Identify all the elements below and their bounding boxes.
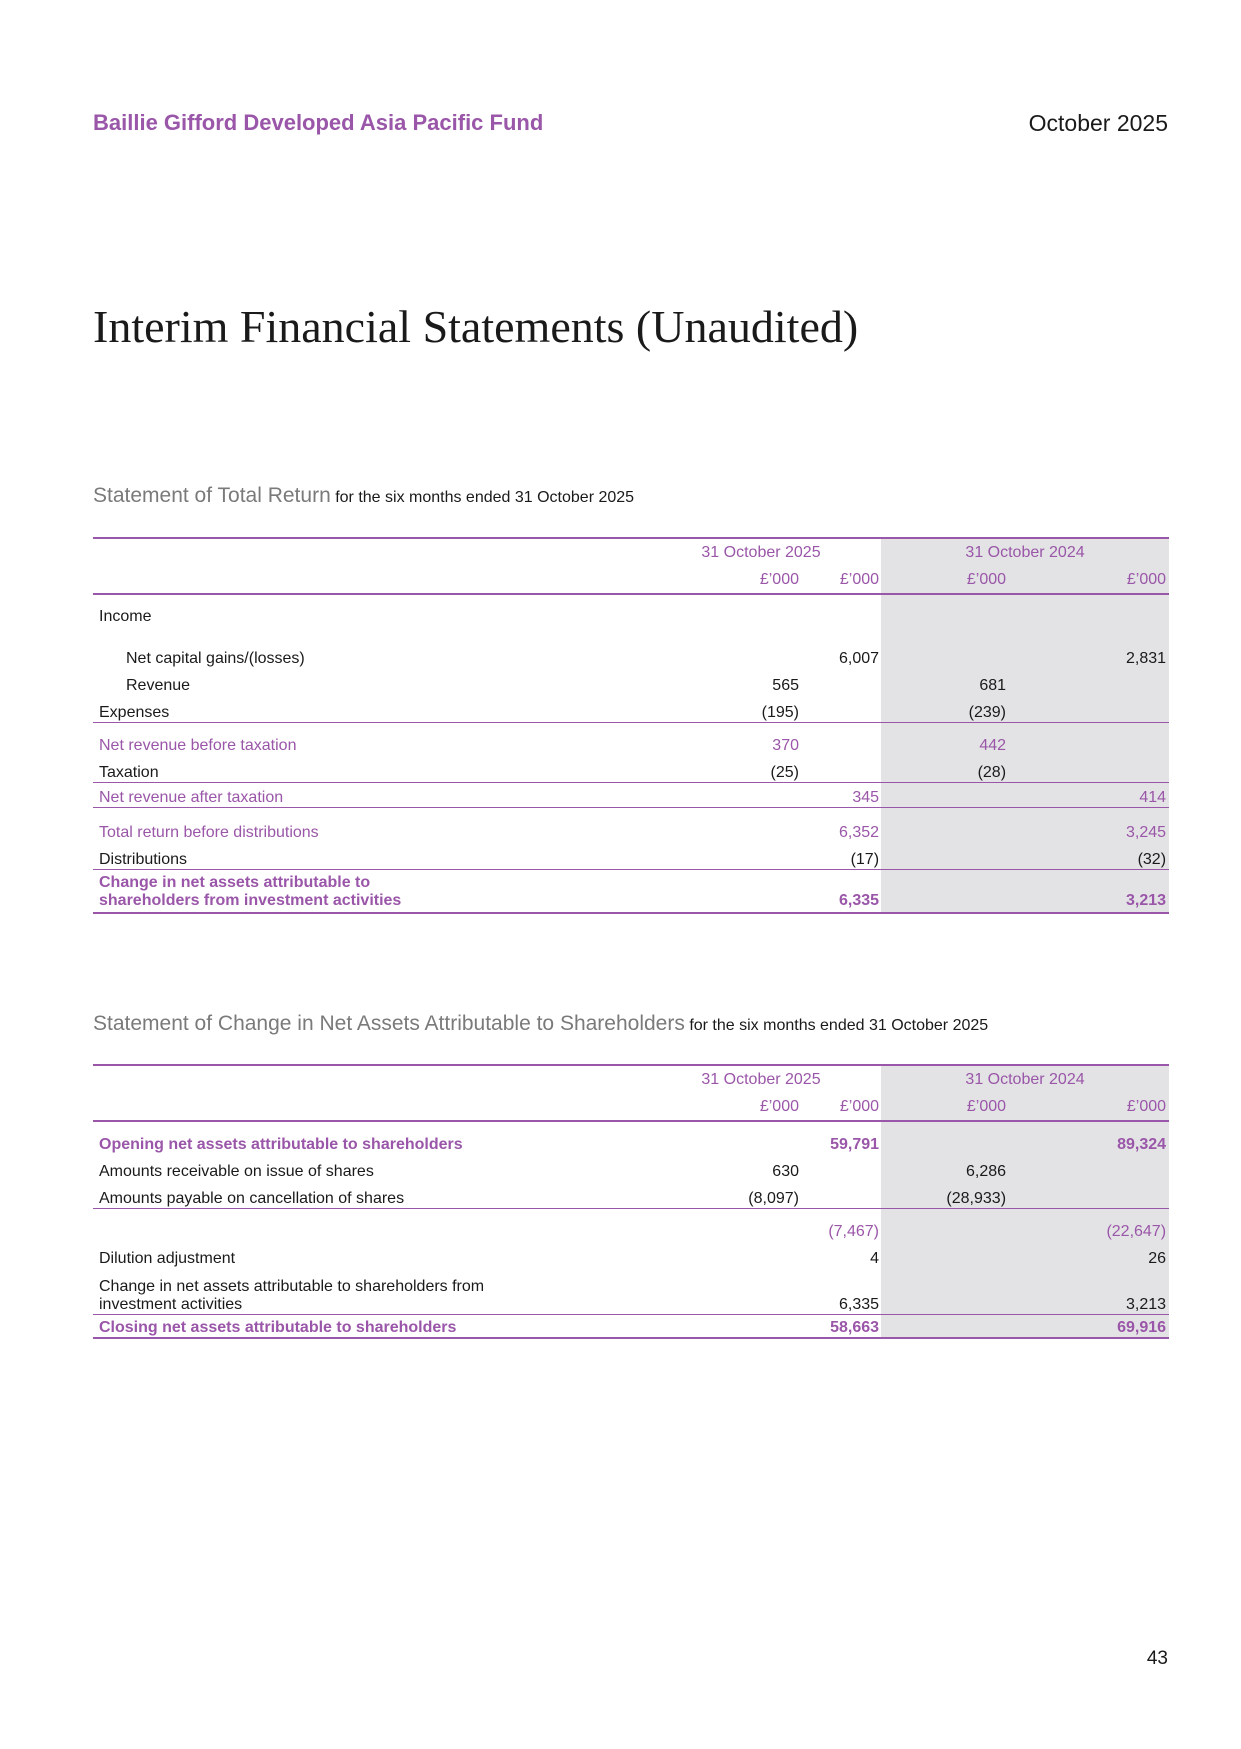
row-label: Amounts receivable on issue of shares bbox=[99, 1163, 374, 1180]
table-header-row bbox=[93, 538, 1169, 566]
table-row bbox=[93, 695, 1169, 722]
cell-value: 89,324 bbox=[1026, 1121, 1169, 1154]
cell-value bbox=[881, 782, 1026, 807]
cell-value: 6,335 bbox=[838, 1295, 880, 1313]
cell-value bbox=[881, 1241, 1026, 1268]
row-label: Total return before distributions bbox=[93, 807, 641, 842]
row-label: Distributions bbox=[99, 850, 188, 868]
cell-value bbox=[811, 668, 881, 695]
cell-value: 370 bbox=[641, 722, 811, 755]
cell-value bbox=[641, 807, 811, 842]
table-row bbox=[93, 722, 1169, 755]
cell-value: (25) bbox=[770, 763, 799, 781]
cell-value: 58,663 bbox=[811, 1314, 881, 1338]
cell-value: 2,831 bbox=[1026, 626, 1169, 668]
cell-value bbox=[1026, 722, 1169, 755]
table-row bbox=[93, 626, 1169, 668]
col-header-2024: 31 October 2024 bbox=[881, 1065, 1169, 1093]
cell-value: (22,647) bbox=[1026, 1208, 1169, 1241]
cell-value bbox=[641, 782, 811, 807]
table-row bbox=[93, 1181, 1169, 1208]
table-unit-row bbox=[93, 1093, 1169, 1121]
change-net-assets-table bbox=[93, 1064, 1169, 1339]
cell-value: (195) bbox=[761, 703, 799, 721]
cell-value: 442 bbox=[881, 722, 1026, 755]
cell-value bbox=[641, 1121, 811, 1154]
cell-value bbox=[1026, 695, 1169, 722]
cell-value: 3,213 bbox=[1026, 869, 1169, 913]
change-net-assets-title: Statement of Change in Net Assets Attributable to Shareholders bbox=[93, 1012, 685, 1035]
cell-value bbox=[1026, 668, 1169, 695]
fund-name: Baillie Gifford Developed Asia Pacific Fund bbox=[93, 110, 544, 135]
cell-value bbox=[641, 869, 811, 913]
cell-value bbox=[641, 1241, 811, 1268]
cell-value bbox=[811, 1154, 881, 1181]
cell-value: 6,352 bbox=[811, 807, 881, 842]
cell-value bbox=[811, 722, 881, 755]
row-label: Income bbox=[99, 608, 152, 625]
cell-value bbox=[881, 807, 1026, 842]
page-number: 43 bbox=[1146, 1648, 1168, 1669]
cell-value: 4 bbox=[870, 1250, 880, 1267]
total-return-heading bbox=[93, 484, 634, 508]
unit-label: £’000 bbox=[1026, 566, 1169, 594]
cell-value: (17) bbox=[850, 850, 880, 868]
cell-value bbox=[881, 842, 1026, 869]
cell-value: 630 bbox=[772, 1163, 799, 1180]
row-label: Taxation bbox=[99, 763, 159, 781]
cell-value: (28,933) bbox=[881, 1181, 1026, 1208]
cell-value: (7,467) bbox=[811, 1208, 881, 1241]
total-return-title: Statement of Total Return bbox=[93, 484, 331, 507]
row-label: Opening net assets attributable to shareholders bbox=[99, 1136, 463, 1153]
table-row bbox=[93, 807, 1169, 842]
cell-value: 414 bbox=[1026, 782, 1169, 807]
cell-value bbox=[881, 869, 1026, 913]
cell-value bbox=[811, 695, 881, 722]
unit-label: £’000 bbox=[641, 566, 811, 594]
cell-value bbox=[641, 1314, 811, 1338]
row-label bbox=[93, 1268, 641, 1314]
table-unit-row bbox=[93, 566, 1169, 594]
col-header-2025: 31 October 2025 bbox=[641, 1065, 881, 1093]
row-label-line1: Change in net assets attributable to shareholders from bbox=[99, 1277, 485, 1295]
cell-value: 3,213 bbox=[1026, 1268, 1169, 1314]
row-label: Closing net assets attributable to shareholders bbox=[93, 1314, 641, 1338]
row-label bbox=[93, 1208, 641, 1241]
cell-value: 3,245 bbox=[1026, 807, 1169, 842]
table-row bbox=[93, 1154, 1169, 1181]
cell-value: 6,007 bbox=[838, 650, 880, 667]
row-label: Net revenue after taxation bbox=[93, 782, 641, 807]
row-label: Revenue bbox=[126, 677, 191, 694]
cell-value bbox=[881, 1208, 1026, 1241]
unit-label: £’000 bbox=[811, 1093, 881, 1121]
cell-value: 345 bbox=[811, 782, 881, 807]
unit-label: £’000 bbox=[881, 566, 1026, 594]
unit-label: £’000 bbox=[1026, 1093, 1169, 1121]
table-row-subtotal bbox=[93, 1208, 1169, 1241]
cell-value bbox=[641, 626, 811, 668]
change-net-assets-heading bbox=[93, 1012, 988, 1036]
cell-value bbox=[1026, 1154, 1169, 1181]
cell-value bbox=[881, 1268, 1026, 1314]
row-label-line2: investment activities bbox=[99, 1295, 243, 1313]
cell-value bbox=[811, 1181, 881, 1208]
row-label-line1: Change in net assets attributable to bbox=[99, 874, 371, 891]
cell-value: (28) bbox=[881, 755, 1026, 782]
cell-value bbox=[881, 1121, 1026, 1154]
page-title: Interim Financial Statements (Unaudited) bbox=[93, 301, 859, 352]
change-net-assets-subtitle: for the six months ended 31 October 2025 bbox=[689, 1017, 989, 1034]
table-header-row bbox=[93, 1065, 1169, 1093]
table-row bbox=[93, 782, 1169, 807]
cell-value bbox=[811, 755, 881, 782]
row-label: Net capital gains/(losses) bbox=[126, 650, 305, 667]
cell-value bbox=[641, 1268, 811, 1314]
table-row bbox=[93, 1121, 1169, 1154]
cell-value: 681 bbox=[881, 668, 1026, 695]
cell-value: 26 bbox=[1026, 1241, 1169, 1268]
table-row-total bbox=[93, 869, 1169, 913]
cell-value: 6,286 bbox=[881, 1154, 1026, 1181]
table-row bbox=[93, 1241, 1169, 1268]
cell-value bbox=[881, 1314, 1026, 1338]
cell-value: (8,097) bbox=[748, 1189, 799, 1207]
report-date: October 2025 bbox=[1028, 110, 1168, 136]
cell-value: 565 bbox=[772, 677, 799, 694]
row-label bbox=[93, 869, 641, 913]
cell-value bbox=[641, 842, 811, 869]
row-label: Net revenue before taxation bbox=[93, 722, 641, 755]
col-header-2024: 31 October 2024 bbox=[881, 538, 1169, 566]
unit-label: £’000 bbox=[881, 1093, 1026, 1121]
total-return-subtitle: for the six months ended 31 October 2025 bbox=[335, 489, 635, 506]
cell-value bbox=[881, 626, 1026, 668]
col-header-2025: 31 October 2025 bbox=[641, 538, 881, 566]
cell-value bbox=[1026, 1181, 1169, 1208]
table-row bbox=[93, 668, 1169, 695]
table-row-total bbox=[93, 1314, 1169, 1338]
cell-value: (239) bbox=[881, 695, 1026, 722]
cell-value: (32) bbox=[1026, 842, 1169, 869]
row-label: Dilution adjustment bbox=[99, 1250, 236, 1267]
table-row bbox=[93, 1268, 1169, 1314]
row-label-line2: shareholders from investment activities bbox=[99, 892, 402, 909]
row-label: Expenses bbox=[99, 703, 170, 721]
cell-value: 59,791 bbox=[830, 1136, 880, 1153]
cell-value bbox=[1026, 755, 1169, 782]
cell-value: 69,916 bbox=[1026, 1314, 1169, 1338]
cell-value bbox=[641, 1208, 811, 1241]
table-row bbox=[93, 842, 1169, 869]
table-row bbox=[93, 594, 1169, 626]
unit-label: £’000 bbox=[641, 1093, 811, 1121]
total-return-table bbox=[93, 537, 1169, 914]
cell-value: 6,335 bbox=[811, 869, 881, 913]
table-row bbox=[93, 755, 1169, 782]
row-label: Amounts payable on cancellation of shares bbox=[99, 1189, 405, 1207]
unit-label: £’000 bbox=[811, 566, 881, 594]
